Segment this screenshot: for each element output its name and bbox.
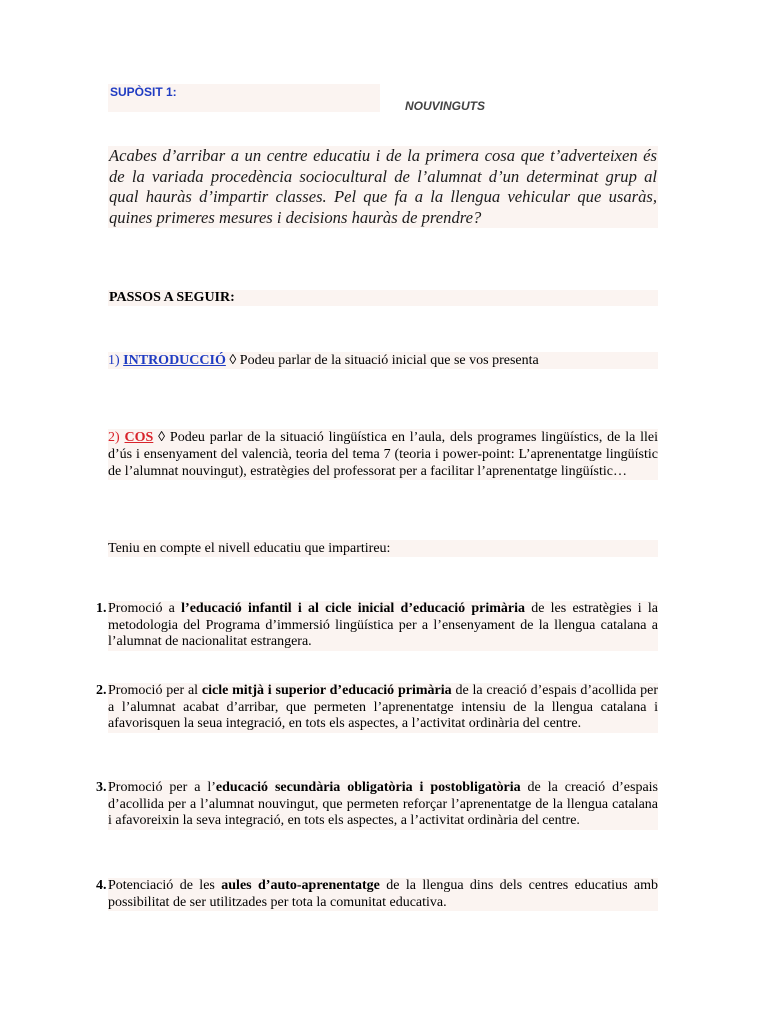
list-item-pre: Promoció a	[108, 601, 182, 616]
list-item-text	[108, 683, 658, 733]
arrow-icon: ◊	[158, 430, 166, 445]
list-item-bold: l’educació infantil i al cicle inicial d’educació primària	[181, 601, 525, 616]
list-item-post: de la creació d’espais d’acollida per a l’alumnat acabat d’arribar, que permeten l’aprenentatge intensiu de la llengua catalana i afavorisquen la seua integració, en tots els aspectes, a l’activitat ordinària del centre.	[108, 683, 659, 731]
list-item-bold: cicle mitjà i superior d’educació primària	[201, 683, 452, 698]
step-number: 1)	[108, 353, 120, 368]
introduccio-link[interactable]: INTRODUCCIÓ	[123, 353, 226, 368]
list-item-post: de la llengua dins dels centres educatius amb possibilitat de ser utilitzades per tota la comunitat educativa.	[108, 878, 659, 910]
list-item-pre: Potenciació de les	[108, 878, 222, 893]
teniu-paragraph	[108, 540, 658, 557]
list-item-bold: aules d’auto-aprenentatge	[221, 878, 380, 893]
list-number: 4.	[96, 878, 107, 893]
scenario-paragraph: Acabes d’arribar a un centre educatiu i de la primera cosa que t’adverteixen és de la variada procedència sociocultural de l’alumnat d’un determinat grup al qual hauràs d’impartir classes. Pel que fa a la llengua vehicular que usaràs, quines primeres mesures i decisions hauràs de prendre?	[109, 146, 657, 227]
passos-heading	[108, 290, 658, 306]
list-item-post: de les estratègies i la metodologia del Programa d’immersió lingüística per a l’ensenyament de la llengua catalana a l’alumnat de nacionalitat estrangera.	[108, 601, 659, 649]
passos-heading-text: PASSOS A SEGUIR:	[109, 290, 235, 305]
supposit-label: SUPÒSIT 1:	[110, 85, 177, 99]
list-item-post: de la creació d’espais d’acollida per a l’alumnat nouvingut, que permeten reforçar l’aprenentatge de la llengua catalana i afavoreixin la seva integració, en tots els aspectes, a l’activitat ordinària del centre.	[108, 780, 658, 828]
list-item-bold: educació secundària obligatòria i postobligatòria	[215, 780, 521, 795]
teniu-text: Teniu en compte el nivell educatiu que impartireu:	[108, 541, 391, 556]
document-subtitle: NOUVINGUTS	[405, 99, 486, 113]
step-text: Podeu parlar de la situació lingüística en l’aula, dels programes lingüístics, de la llei d’ús i ensenyament del valencià, teoria del tema 7 (teoria i power-point: L’aprenentatge lingüístic de l’alumnat nouvingut), estratègies del professorat per a facilitar l’aprenentatge lingüístic…	[108, 430, 659, 479]
list-number: 2.	[96, 683, 107, 698]
list-item	[96, 780, 658, 830]
list-item-text	[108, 878, 658, 911]
list-number: 1.	[96, 601, 107, 616]
step-number: 2)	[108, 430, 120, 445]
list-item	[96, 683, 658, 733]
list-item-text	[108, 601, 658, 651]
list-item	[96, 601, 658, 651]
step-text: Podeu parlar de la situació inicial que se vos presenta	[236, 353, 539, 368]
cos-link[interactable]: COS	[124, 430, 154, 445]
list-number: 3.	[96, 780, 107, 795]
list-item	[96, 878, 658, 911]
arrow-icon: ◊	[229, 353, 237, 368]
step-cos	[108, 429, 658, 480]
list-item-text	[108, 780, 658, 830]
list-item-pre: Promoció per a l’	[108, 780, 216, 795]
list-item-pre: Promoció per al	[108, 683, 202, 698]
title-block	[108, 84, 380, 112]
step-introduccio	[108, 352, 658, 369]
